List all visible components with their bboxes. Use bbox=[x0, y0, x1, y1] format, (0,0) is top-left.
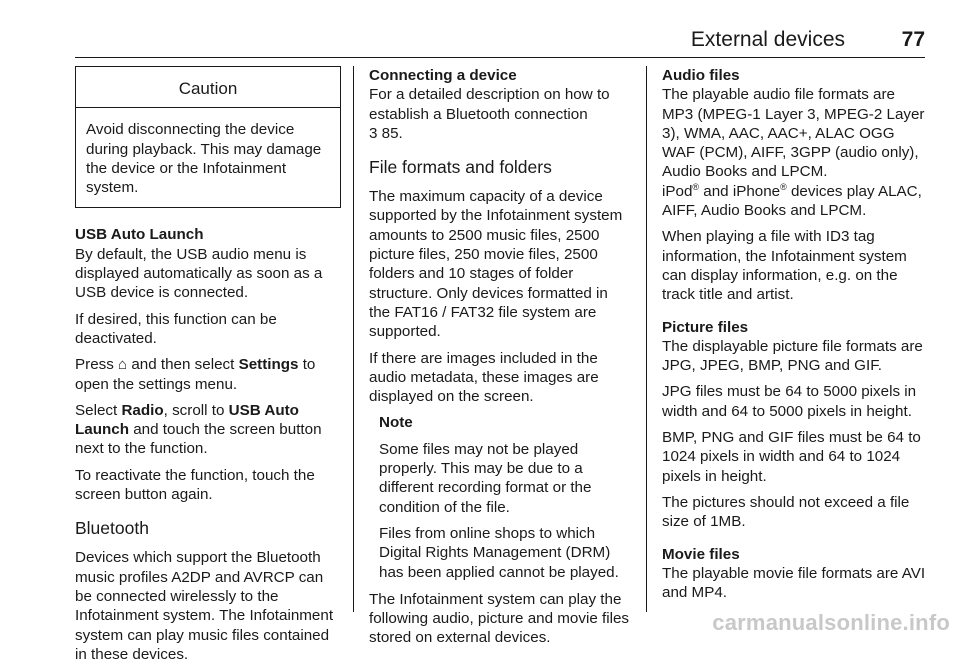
movie-paragraph-1: The playable movie file formats are AVI and MP4. bbox=[662, 564, 926, 602]
connecting-device-heading: Connecting a device bbox=[369, 67, 517, 84]
formats-paragraph-2: If there are images included in the audio metadata, these images are displayed on the screen. bbox=[369, 349, 599, 406]
page-reference: 3 85. bbox=[369, 124, 403, 142]
movie-files-heading: Movie files bbox=[662, 545, 740, 563]
picture-paragraph-1: The displayable picture file formats are JPG, JPEG, BMP, PNG and GIF. bbox=[662, 337, 923, 375]
note-heading: Note bbox=[379, 414, 413, 432]
file-formats-heading: File formats and folders bbox=[369, 157, 552, 178]
page-header bbox=[75, 24, 925, 58]
watermark-text: carmanualsonline.info bbox=[712, 610, 950, 635]
column-3 bbox=[662, 66, 927, 609]
column-divider-2 bbox=[646, 66, 647, 612]
page-number: 77 bbox=[901, 28, 925, 51]
caution-box bbox=[75, 66, 341, 208]
connecting-device-paragraph: For a detailed description on how to establish a Bluetooth connection 3 85. bbox=[369, 86, 610, 142]
column-divider-1 bbox=[353, 66, 354, 612]
picture-paragraph-4: The pictures should not exceed a file size of 1MB. bbox=[662, 493, 910, 531]
caution-title: Caution bbox=[76, 67, 340, 108]
bluetooth-heading: Bluetooth bbox=[75, 518, 149, 539]
note-box bbox=[379, 413, 631, 581]
usb-paragraph-4: Select Radio, scroll to USB Auto Launch and touch the screen button next to the function. bbox=[75, 401, 322, 458]
picture-paragraph-2: JPG files must be 64 to 5000 pixels in width and 64 to 5000 pixels in height. bbox=[662, 383, 917, 420]
picture-paragraph-3: BMP, PNG and GIF files must be 64 to 1024 pixels in width and 64 to 1024 pixels in height. bbox=[662, 429, 921, 485]
header-rule bbox=[75, 57, 925, 58]
bluetooth-paragraph: Devices which support the Bluetooth music profiles A2DP and AVRCP can be connected wirelessly to the Infotainment system. The Infotainment system can play music files contained in these devices. bbox=[75, 549, 334, 663]
picture-files-heading: Picture files bbox=[662, 318, 749, 336]
column-2 bbox=[369, 66, 631, 655]
usb-paragraph-1: By default, the USB audio menu is displayed automatically as soon as a USB device is connected. bbox=[75, 245, 323, 302]
caution-text: Avoid disconnecting the device during playback. This may damage the device or the Infotainment system. bbox=[86, 121, 322, 197]
audio-paragraph-2: When playing a file with ID3 tag information, the Infotainment system can display information, e.g. on the track title and artist. bbox=[662, 228, 907, 304]
column-1 bbox=[75, 66, 341, 671]
usb-paragraph-3: Press ⌂ and then select Settings to open the settings menu. bbox=[75, 356, 316, 393]
audio-paragraph-1b: iPod® and iPhone® devices play ALAC, AIFF, Audio Books and LPCM. bbox=[662, 181, 922, 220]
home-icon: ⌂ bbox=[118, 356, 128, 374]
formats-paragraph-1: The maximum capacity of a device supported by the Infotainment system amounts to 2500 music files, 2500 picture files, 250 movie files, 2500 folders and 10 stages of folder structure. Only devices formatted in the FAT16 / FAT32 file system are supported. bbox=[369, 188, 623, 341]
usb-paragraph-5: To reactivate the function, touch the screen button again. bbox=[75, 466, 315, 504]
audio-files-heading: Audio files bbox=[662, 67, 740, 84]
note-paragraph-1: Some files may not be played properly. This may be due to a different recording format or the condition of the file. bbox=[379, 440, 592, 516]
usb-auto-launch-heading: USB Auto Launch bbox=[75, 226, 204, 244]
page-title: External devices bbox=[690, 28, 845, 51]
audio-paragraph-1: The playable audio file formats are MP3 (MPEG-1 Layer 3, MPEG-2 Layer 3), WMA, AAC, AAC+, ALAC OGG WAF (PCM), AIFF, 3GPP (audio only), Audio Books and LPCM. bbox=[662, 86, 925, 181]
usb-paragraph-2: If desired, this function can be deactivated. bbox=[75, 310, 277, 347]
note-paragraph-2: Files from online shops to which Digital Rights Management (DRM) has been applied cannot be played. bbox=[379, 524, 619, 581]
formats-paragraph-3: The Infotainment system can play the following audio, picture and movie files stored on external devices. bbox=[369, 590, 630, 647]
